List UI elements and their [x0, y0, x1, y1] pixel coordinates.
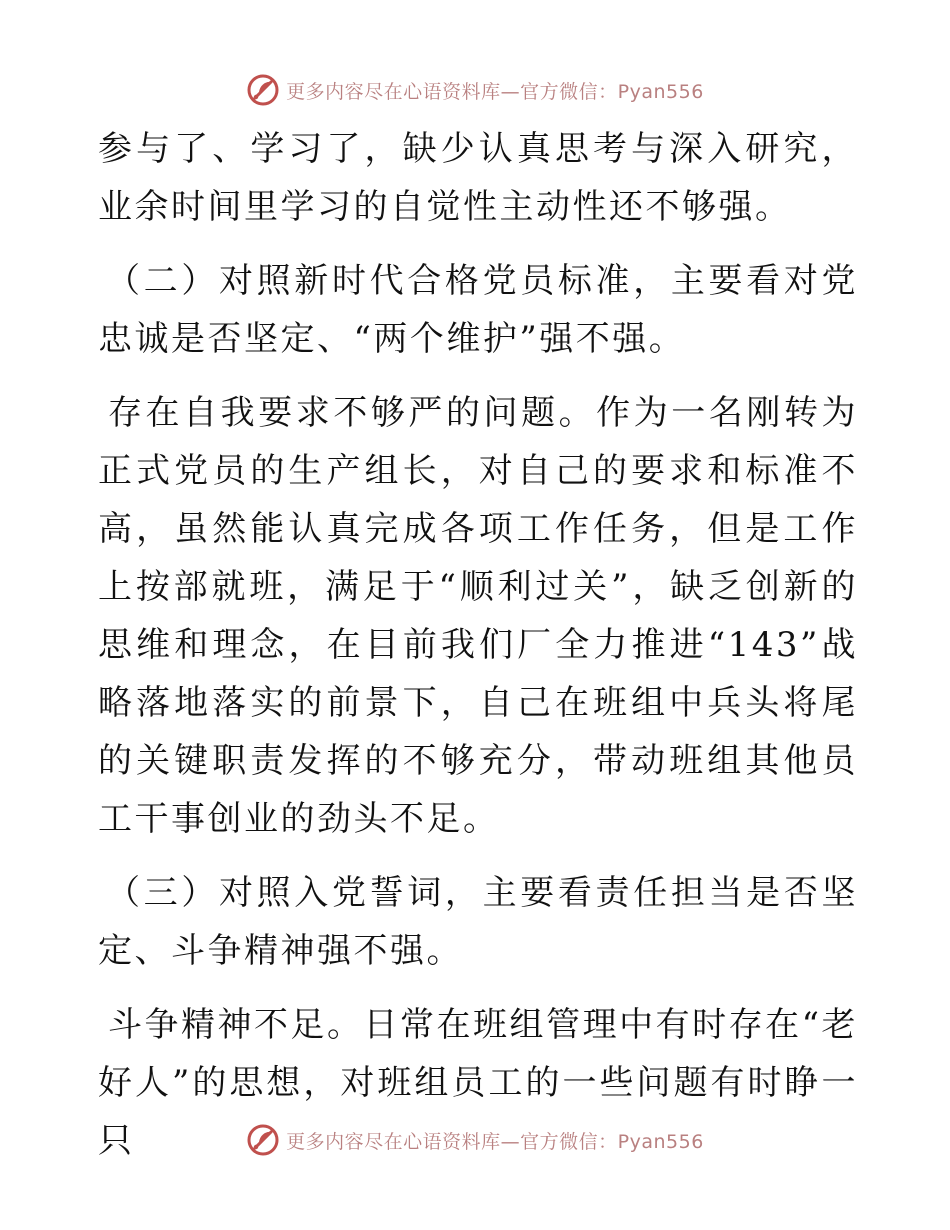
watermark-text: 更多内容尽在心语资料库—官方微信：Pyan556: [286, 1130, 704, 1153]
header-watermark: [0, 70, 950, 110]
body-paragraph: 存在自我要求不够严的问题。作为一名刚转为正式党员的生产组长，对自己的要求和标准不高，虽然能认真完成各项工作任务，但是工作上按部就班，满足于“顺利过关”，缺乏创新的思维和理念，在目前我们厂全力推进“143”战略落地落实的前景下，自己在班组中兵头将尾的关键职责发挥的不够充分，带动班组其他员工干事创业的劲头不足。: [98, 393, 858, 839]
section-heading: （三）对照入党誓词，主要看责任担当是否坚定、斗争精神强不强。: [98, 873, 858, 971]
quill-logo-icon: [246, 1123, 280, 1157]
body-paragraph: 参与了、学习了，缺少认真思考与深入研究，业余时间里学习的自觉性主动性还不够强。: [98, 129, 858, 227]
quill-logo-icon: [246, 73, 280, 107]
section-heading: （二）对照新时代合格党员标准，主要看对党忠诚是否坚定、“两个维护”强不强。: [98, 261, 858, 359]
footer-watermark: [0, 1120, 950, 1160]
document-body: [98, 120, 858, 1170]
body-paragraph: 斗争精神不足。日常在班组管理中有时存在“老好人”的思想，对班组员工的一些问题有时睁一只: [98, 1005, 858, 1161]
watermark-text: 更多内容尽在心语资料库—官方微信：Pyan556: [286, 80, 704, 103]
